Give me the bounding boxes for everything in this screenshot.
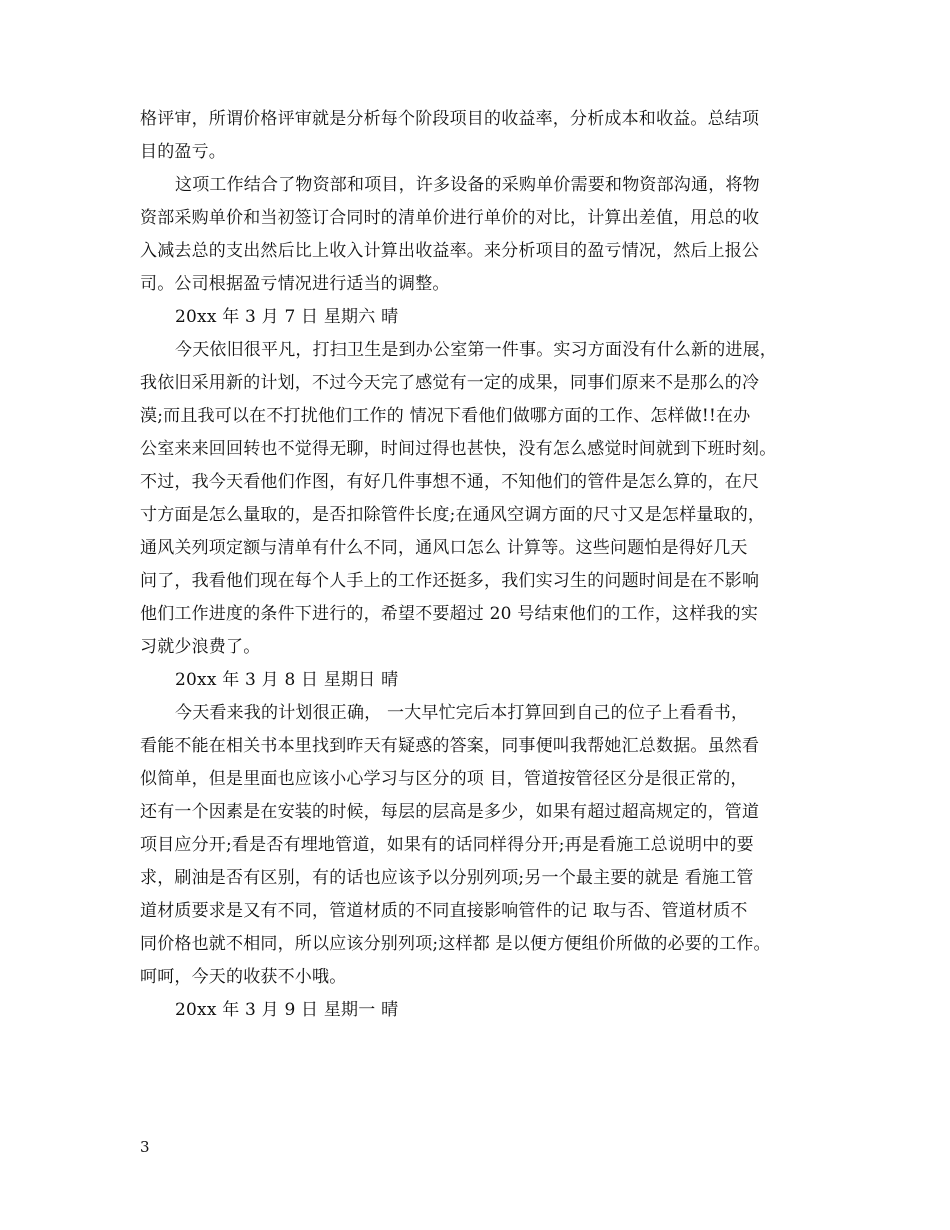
text-line: 习就少浪费了。 [140, 637, 261, 657]
text-line: 似简单，但是里面也应该小心学习与区分的项 目，管道按管径区分是很正常的， [140, 769, 748, 789]
text-line: 同价格也就不相同，所以应该分别列项;这样都 是以便方便组价所做的必要的工作。 [140, 934, 771, 954]
text-line: 求，刷油是否有区别，有的话也应该予以分别列项;另一个最主要的就是 看施工管 [140, 868, 754, 888]
paragraph [140, 339, 820, 659]
text-line: 格评审，所谓价格评审就是分析每个阶段项目的收益率，分析成本和收益。总结项 [140, 109, 760, 129]
text-line: 这项工作结合了物资部和项目，许多设备的采购单价需要和物资部沟通，将物 [175, 175, 760, 195]
text-line: 资部采购单价和当初签订合同时的清单价进行单价的对比，计算出差值，用总的收 [140, 208, 760, 228]
paragraph [140, 174, 820, 296]
page-number: 3 [140, 1138, 150, 1156]
diary-date-heading: 20xx 年 3 月 7 日 星期六 晴 [175, 307, 399, 327]
text-line: 问了，我看他们现在每个人手上的工作还挺多，我们实习生的问题时间是在不影响 [140, 571, 760, 591]
text-line: 还有一个因素是在安装的时候，每层的层高是多少，如果有超过超高规定的，管道 [140, 802, 760, 822]
text-line: 公室来来回回转也不觉得无聊，时间过得也甚快，没有怎么感觉时间就到下班时刻。 [140, 439, 777, 459]
text-line: 呵呵，今天的收获不小哦。 [140, 967, 347, 987]
text-line: 目的盈亏。 [140, 142, 226, 162]
text-line: 我依旧采用新的计划，不过今天完了感觉有一定的成果，同事们原来不是那么的冷 [140, 373, 760, 393]
paragraph-continuation [140, 108, 820, 164]
text-line: 道材质要求是又有不同，管道材质的不同直接影响管件的记 取与否、管道材质不 [140, 901, 748, 921]
text-line: 漠;而且我可以在不打扰他们工作的 情况下看他们做哪方面的工作、怎样做!!在办 [140, 406, 751, 426]
document-body [140, 108, 820, 1032]
text-line: 入减去总的支出然后比上收入计算出收益率。来分析项目的盈亏情况，然后上报公 [140, 241, 760, 261]
text-line: 寸方面是怎么量取的，是否扣除管件长度;在通风空调方面的尺寸又是怎样量取的， [140, 505, 766, 525]
diary-date-heading: 20xx 年 3 月 8 日 星期日 晴 [175, 670, 399, 690]
paragraph [140, 702, 820, 989]
text-line: 今天看来我的计划很正确， 一大早忙完后本打算回到自己的位子上看看书， [175, 703, 749, 723]
text-line: 今天依旧很平凡，打扫卫生是到办公室第一件事。实习方面没有什么新的进展， [175, 340, 777, 360]
text-line: 不过，我今天看他们作图，有好几件事想不通，不知他们的管件是怎么算的，在尺 [140, 472, 760, 492]
text-line: 项目应分开;看是否有埋地管道，如果有的话同样得分开;再是看施工总说明中的要 [140, 835, 754, 855]
text-line: 通风关列项定额与清单有什么不同，通风口怎么 计算等。这些问题怕是得好几天 [140, 538, 748, 558]
text-line: 看能不能在相关书本里找到昨天有疑惑的答案，同事便叫我帮她汇总数据。虽然看 [140, 736, 760, 756]
text-line: 他们工作进度的条件下进行的，希望不要超过 20 号结束他们的工作，这样我的实 [140, 604, 759, 624]
diary-date-heading: 20xx 年 3 月 9 日 星期一 晴 [175, 1000, 399, 1020]
text-line: 司。公司根据盈亏情况进行适当的调整。 [140, 274, 450, 294]
